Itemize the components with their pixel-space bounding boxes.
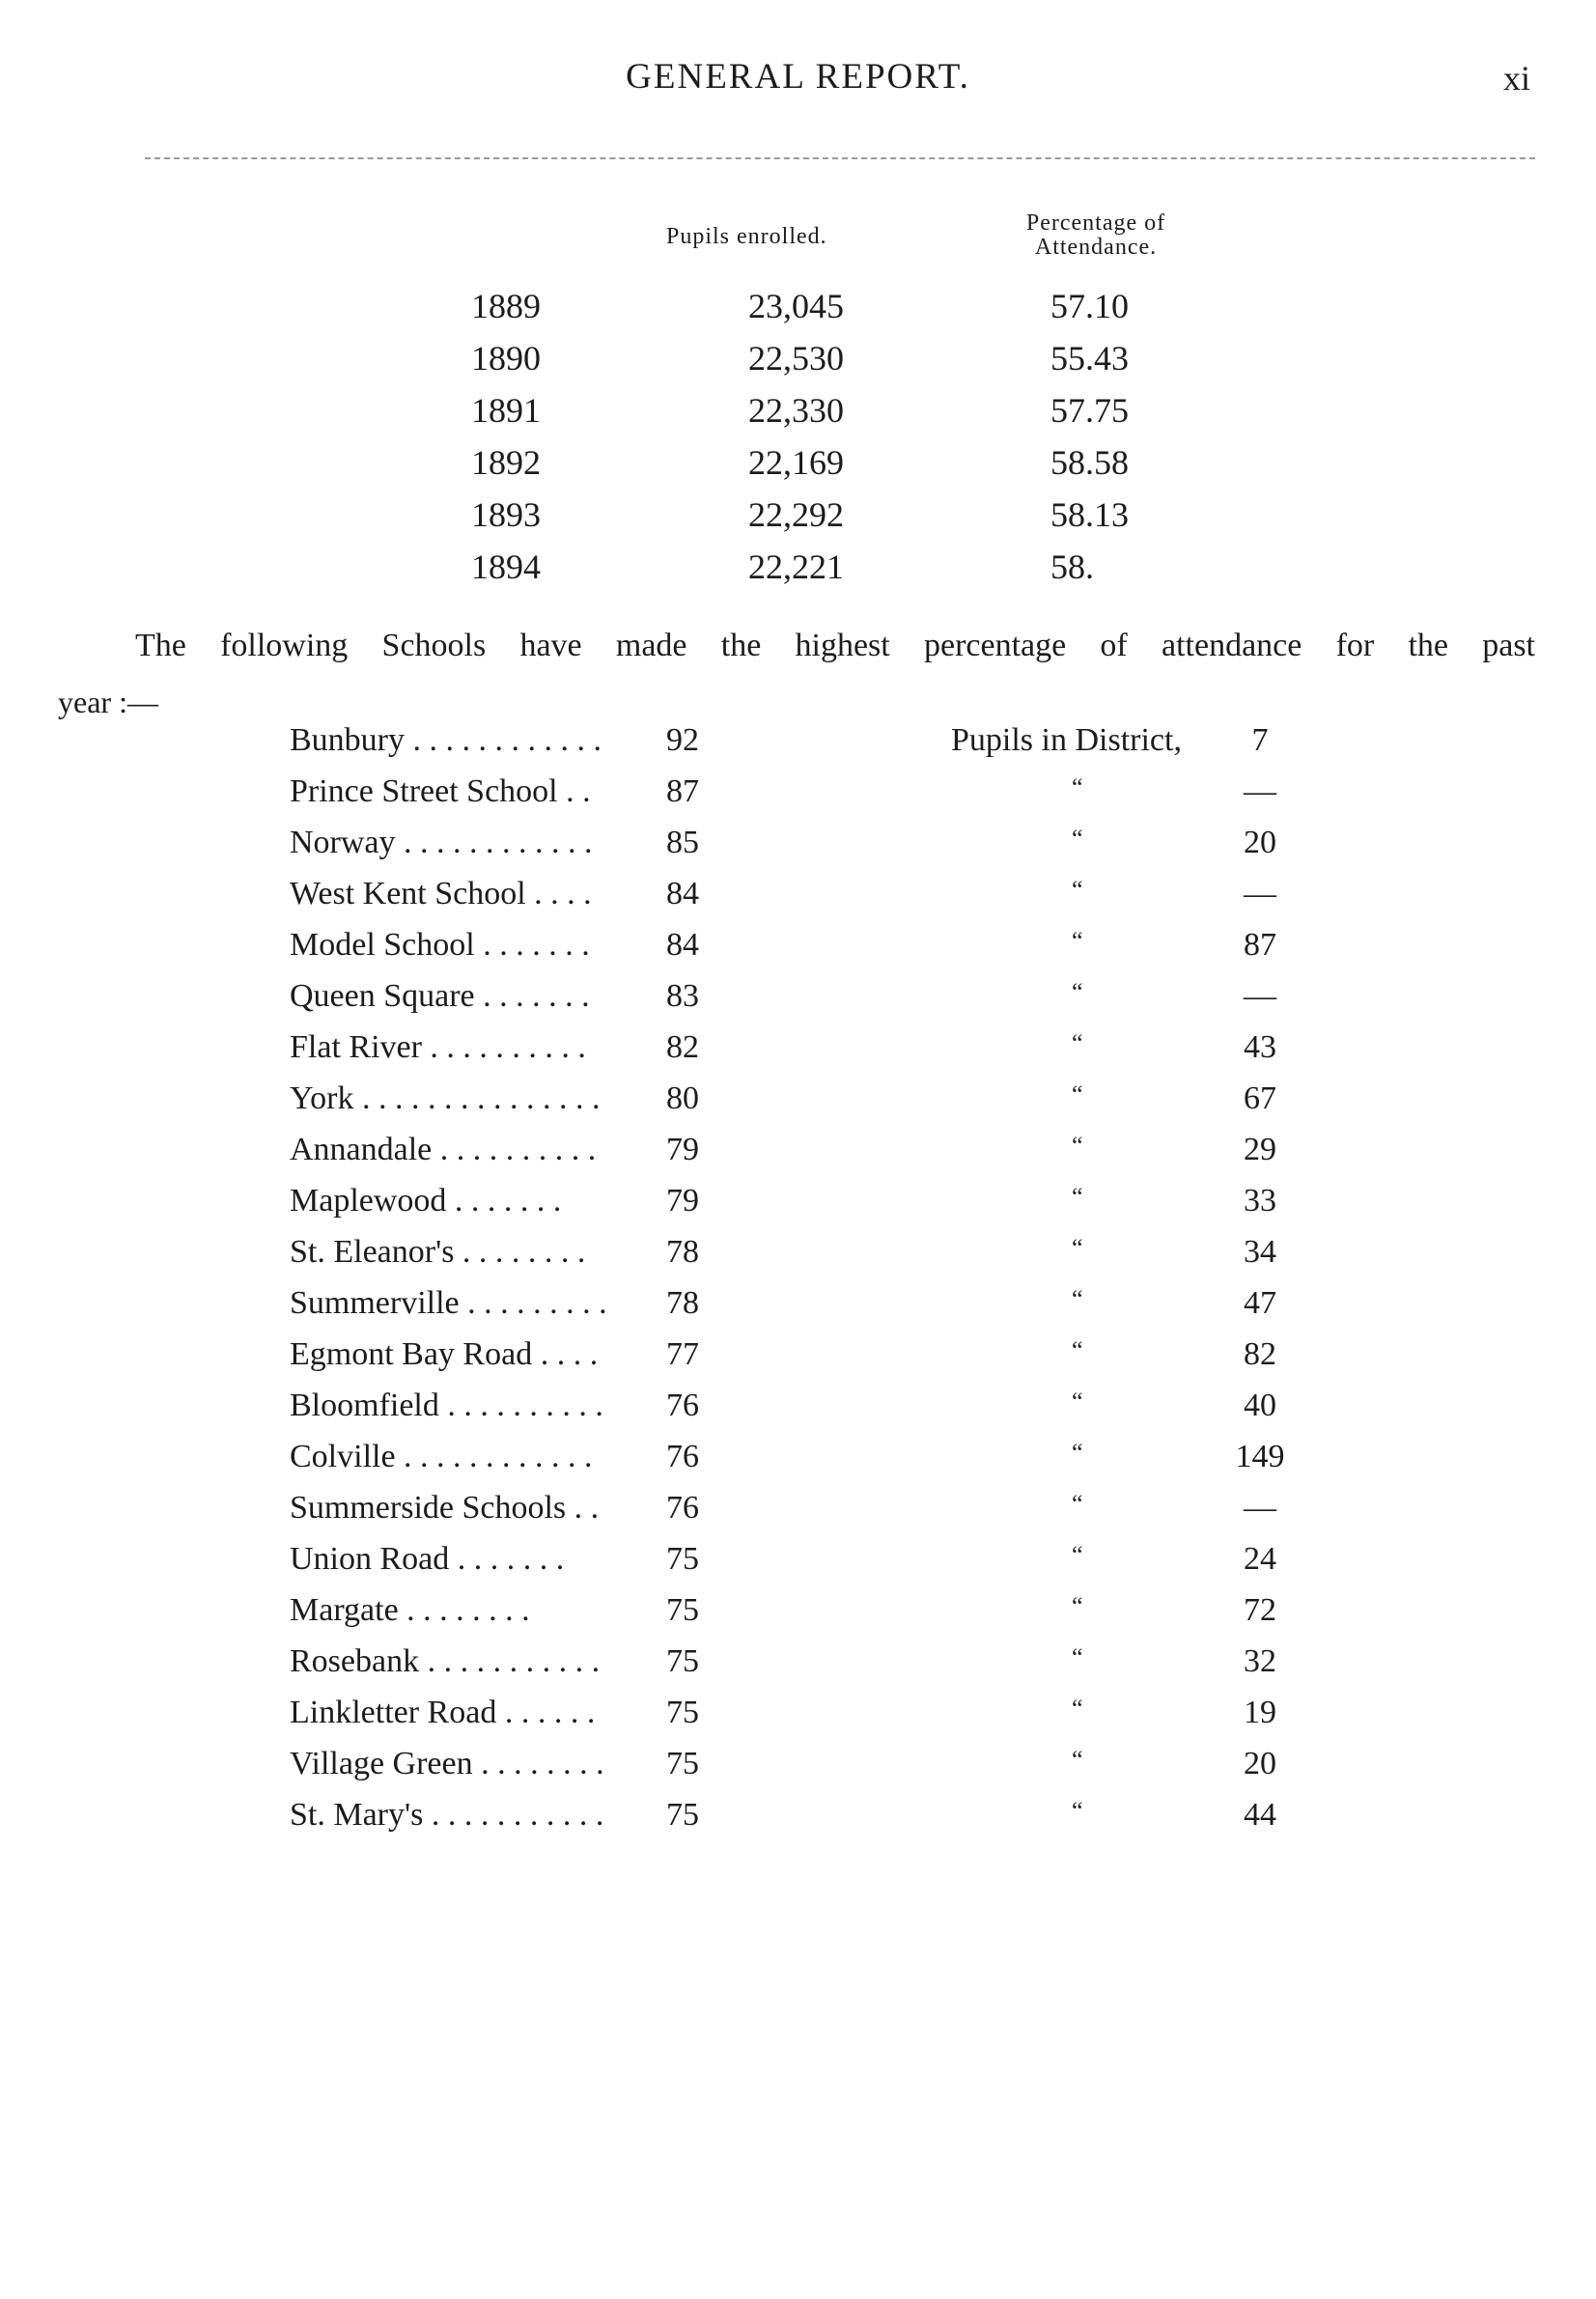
ditto-mark: “ bbox=[1072, 1541, 1083, 1569]
ditto-mark: “ bbox=[1072, 1285, 1083, 1313]
year-cell: 1892 bbox=[471, 443, 541, 482]
ditto-mark: “ bbox=[1072, 773, 1083, 801]
ditto-mark: “ bbox=[1072, 1029, 1083, 1057]
school-name: West Kent School . . . . bbox=[290, 876, 592, 911]
percentage-cell: 58.58 bbox=[1050, 443, 1129, 482]
district-count: 29 bbox=[1244, 1132, 1276, 1167]
enrolled-cell: 23,045 bbox=[748, 287, 844, 325]
ditto-mark: “ bbox=[1072, 1132, 1083, 1160]
list-item bbox=[0, 1797, 1596, 1847]
school-name: Union Road . . . . . . . bbox=[290, 1541, 565, 1577]
school-percentage: 75 bbox=[666, 1592, 699, 1628]
list-item bbox=[0, 1490, 1596, 1540]
district-count: 43 bbox=[1244, 1029, 1276, 1065]
enrolled-cell: 22,169 bbox=[748, 443, 844, 482]
list-item bbox=[0, 1336, 1596, 1387]
table-row bbox=[0, 338, 1596, 388]
district-count: 33 bbox=[1244, 1183, 1276, 1219]
table-row bbox=[0, 390, 1596, 440]
district-count: — bbox=[1244, 773, 1276, 809]
district-count: — bbox=[1244, 978, 1276, 1014]
list-item bbox=[0, 1183, 1596, 1233]
year-cell: 1894 bbox=[471, 547, 541, 586]
school-percentage: 83 bbox=[666, 978, 699, 1014]
district-count: 20 bbox=[1244, 1746, 1276, 1781]
school-percentage: 75 bbox=[666, 1541, 699, 1577]
list-item bbox=[0, 1695, 1596, 1745]
district-count: 67 bbox=[1244, 1080, 1276, 1116]
enrolled-cell: 22,330 bbox=[748, 391, 844, 430]
year-cell: 1891 bbox=[471, 391, 541, 430]
list-item bbox=[0, 825, 1596, 875]
ditto-mark: “ bbox=[1072, 1388, 1083, 1416]
school-name: Margate . . . . . . . . bbox=[290, 1592, 530, 1628]
list-item bbox=[0, 773, 1596, 824]
school-name: Rosebank . . . . . . . . . . . bbox=[290, 1643, 601, 1679]
table-row bbox=[0, 547, 1596, 597]
list-item bbox=[0, 1029, 1596, 1079]
column-header-percentage-line2: Attendance. bbox=[1034, 235, 1158, 261]
district-count: 82 bbox=[1244, 1336, 1276, 1372]
school-name: Colville . . . . . . . . . . . . bbox=[290, 1439, 593, 1474]
school-name: St. Eleanor's . . . . . . . . bbox=[290, 1234, 586, 1270]
school-percentage: 75 bbox=[666, 1746, 699, 1781]
school-name: Linkletter Road . . . . . . bbox=[290, 1695, 596, 1730]
district-count: 32 bbox=[1244, 1643, 1276, 1679]
school-name: Summerville . . . . . . . . . bbox=[290, 1285, 607, 1321]
list-item bbox=[0, 722, 1596, 772]
percentage-cell: 55.43 bbox=[1050, 339, 1129, 378]
table-row bbox=[0, 286, 1596, 336]
page-number: xi bbox=[1502, 59, 1530, 98]
table-row bbox=[0, 442, 1596, 492]
list-item bbox=[0, 1746, 1596, 1796]
percentage-cell: 58. bbox=[1050, 547, 1094, 586]
ditto-mark: “ bbox=[1072, 1592, 1083, 1620]
school-percentage: 76 bbox=[666, 1388, 699, 1423]
percentage-cell: 57.10 bbox=[1050, 287, 1129, 325]
ditto-mark: “ bbox=[1072, 876, 1083, 904]
list-item bbox=[0, 978, 1596, 1028]
column-header-enrolled: Pupils enrolled. bbox=[666, 224, 827, 249]
enrolled-cell: 22,292 bbox=[748, 495, 844, 534]
district-count: 20 bbox=[1244, 825, 1276, 860]
school-percentage: 75 bbox=[666, 1643, 699, 1679]
district-count: 44 bbox=[1244, 1797, 1276, 1833]
district-count: 40 bbox=[1244, 1388, 1276, 1423]
percentage-cell: 57.75 bbox=[1050, 391, 1129, 430]
list-item bbox=[0, 1388, 1596, 1438]
school-percentage: 85 bbox=[666, 825, 699, 860]
page-header-title: GENERAL REPORT. bbox=[626, 57, 970, 97]
school-name: York . . . . . . . . . . . . . . . bbox=[290, 1080, 601, 1116]
school-name: Annandale . . . . . . . . . . bbox=[290, 1132, 597, 1167]
school-name: Bloomfield . . . . . . . . . . bbox=[290, 1388, 603, 1423]
list-item bbox=[0, 927, 1596, 977]
district-count: 87 bbox=[1244, 927, 1276, 963]
district-count: 24 bbox=[1244, 1541, 1276, 1577]
school-name: Prince Street School . . bbox=[290, 773, 591, 809]
district-count: 149 bbox=[1235, 1439, 1285, 1474]
list-item bbox=[0, 876, 1596, 926]
school-name: Norway . . . . . . . . . . . . bbox=[290, 825, 593, 860]
district-label: Pupils in District, bbox=[951, 722, 1182, 758]
school-percentage: 78 bbox=[666, 1234, 699, 1270]
school-percentage: 76 bbox=[666, 1490, 699, 1526]
list-item bbox=[0, 1285, 1596, 1335]
school-percentage: 76 bbox=[666, 1439, 699, 1474]
school-percentage: 84 bbox=[666, 876, 699, 911]
school-name: Model School . . . . . . . bbox=[290, 927, 590, 963]
ditto-mark: “ bbox=[1072, 1439, 1083, 1467]
list-item bbox=[0, 1234, 1596, 1284]
school-name: Summerside Schools . . bbox=[290, 1490, 600, 1526]
district-count: 7 bbox=[1251, 722, 1269, 758]
ditto-mark: “ bbox=[1072, 1797, 1083, 1825]
intro-paragraph: The following Schools have made the highest percentage of attendance for the past bbox=[135, 628, 1535, 663]
district-count: — bbox=[1244, 876, 1276, 911]
ditto-mark: “ bbox=[1072, 1183, 1083, 1211]
school-percentage: 77 bbox=[666, 1336, 699, 1372]
school-percentage: 75 bbox=[666, 1797, 699, 1833]
school-name: Queen Square . . . . . . . bbox=[290, 978, 590, 1014]
school-percentage: 92 bbox=[666, 722, 699, 758]
enrolled-cell: 22,530 bbox=[748, 339, 844, 378]
list-item bbox=[0, 1541, 1596, 1591]
column-header-percentage bbox=[994, 211, 1197, 260]
percentage-cell: 58.13 bbox=[1050, 495, 1129, 534]
list-item bbox=[0, 1132, 1596, 1182]
school-percentage: 75 bbox=[666, 1695, 699, 1730]
ditto-mark: “ bbox=[1072, 1234, 1083, 1262]
district-count: 34 bbox=[1244, 1234, 1276, 1270]
school-percentage: 87 bbox=[666, 773, 699, 809]
ditto-mark: “ bbox=[1072, 1746, 1083, 1774]
district-count: 19 bbox=[1244, 1695, 1276, 1730]
district-count: 72 bbox=[1244, 1592, 1276, 1628]
enrolled-cell: 22,221 bbox=[748, 547, 844, 586]
school-percentage: 80 bbox=[666, 1080, 699, 1116]
district-count: 47 bbox=[1244, 1285, 1276, 1321]
school-percentage: 84 bbox=[666, 927, 699, 963]
ditto-mark: “ bbox=[1072, 1695, 1083, 1723]
school-percentage: 79 bbox=[666, 1132, 699, 1167]
column-header-percentage-line1: Percentage of bbox=[1025, 210, 1166, 236]
table-row bbox=[0, 494, 1596, 545]
school-percentage: 78 bbox=[666, 1285, 699, 1321]
school-name: Village Green . . . . . . . . bbox=[290, 1746, 604, 1781]
school-name: Flat River . . . . . . . . . . bbox=[290, 1029, 586, 1065]
school-name: Maplewood . . . . . . . bbox=[290, 1183, 562, 1219]
ditto-mark: “ bbox=[1072, 927, 1083, 955]
ditto-mark: “ bbox=[1072, 1643, 1083, 1671]
year-cell: 1889 bbox=[471, 287, 541, 325]
school-name: Bunbury . . . . . . . . . . . . bbox=[290, 722, 602, 758]
year-cell: 1890 bbox=[471, 339, 541, 378]
school-name: Egmont Bay Road . . . . bbox=[290, 1336, 599, 1372]
list-item bbox=[0, 1439, 1596, 1489]
district-count: — bbox=[1244, 1490, 1276, 1526]
ditto-mark: “ bbox=[1072, 978, 1083, 1006]
list-item bbox=[0, 1080, 1596, 1131]
list-item bbox=[0, 1592, 1596, 1642]
school-percentage: 82 bbox=[666, 1029, 699, 1065]
year-cell: 1893 bbox=[471, 495, 541, 534]
header-rule bbox=[145, 157, 1535, 159]
ditto-mark: “ bbox=[1072, 1336, 1083, 1364]
school-name: St. Mary's . . . . . . . . . . . bbox=[290, 1797, 604, 1833]
list-item bbox=[0, 1643, 1596, 1694]
school-percentage: 79 bbox=[666, 1183, 699, 1219]
ditto-mark: “ bbox=[1072, 825, 1083, 853]
intro-paragraph-tail: year :— bbox=[58, 685, 158, 719]
ditto-mark: “ bbox=[1072, 1490, 1083, 1518]
ditto-mark: “ bbox=[1072, 1080, 1083, 1108]
